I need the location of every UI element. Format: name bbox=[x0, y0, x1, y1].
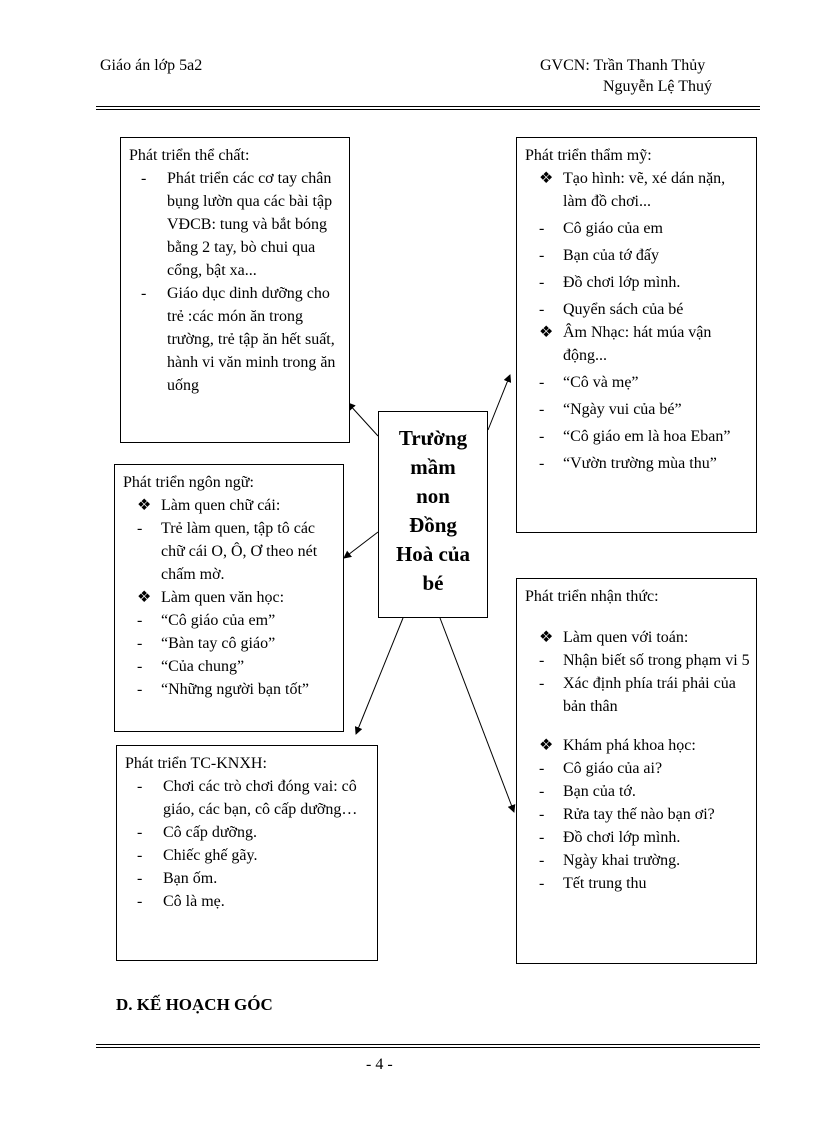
list-item: - “Của chung” bbox=[137, 658, 245, 675]
list-item: - Cô giáo của ai? bbox=[539, 760, 663, 777]
list-item: ❖ Làm quen văn học: bbox=[137, 589, 285, 606]
list-item: - Rửa tay thế nào bạn ơi? bbox=[539, 806, 715, 823]
list-item: ❖ Khám phá khoa học: bbox=[539, 737, 696, 754]
list-item: - “Cô giáo của em” bbox=[137, 612, 276, 629]
list-item: - “Ngày vui của bé” bbox=[539, 401, 682, 418]
box-ngon-ngu-title: Phát triển ngôn ngữ: bbox=[123, 474, 254, 491]
list-item: - “Cô giáo em là hoa Eban” bbox=[539, 428, 731, 445]
list-item: - Tết trung thu bbox=[539, 875, 647, 892]
box-tham-my-title: Phát triển thẩm mỹ: bbox=[525, 147, 652, 164]
center-topic: Trường mầm non Đồng Hoà của bé bbox=[378, 411, 488, 618]
list-item: - Đồ chơi lớp mình. bbox=[539, 829, 681, 846]
list-item: - “Bàn tay cô giáo” bbox=[137, 635, 276, 652]
list-item: ❖ Làm quen chữ cái: bbox=[137, 497, 281, 514]
arrow-to-ngon-ngu bbox=[344, 532, 378, 558]
box-tc-knxh-title: Phát triển TC-KNXH: bbox=[125, 755, 267, 772]
box-nhan-thuc-title: Phát triển nhận thức: bbox=[525, 588, 659, 605]
list-item: - “Cô và mẹ” bbox=[539, 374, 639, 391]
box-nhan-thuc bbox=[516, 578, 757, 964]
box-tc-knxh bbox=[116, 745, 378, 961]
box-the-chat bbox=[120, 137, 350, 443]
arrow-to-tc-knxh bbox=[356, 618, 403, 734]
footer-divider bbox=[96, 1044, 760, 1048]
list-item: - “Vườn trường mùa thu” bbox=[539, 455, 717, 472]
section-heading: D. KẾ HOẠCH GÓC bbox=[116, 995, 273, 1014]
list-item: ❖ Làm quen với toán: bbox=[539, 629, 689, 646]
list-item: - Chơi các trò chơi đóng vai: cô giáo, các bạn, cô cấp dưỡng… bbox=[137, 778, 358, 818]
list-item: - Bạn của tớ đấy bbox=[539, 247, 659, 264]
list-item: - Phát triển các cơ tay chân bụng lườn qua các bài tập VĐCB: tung và bắt bóng bằng 2 tay, bò chui qua cổng, bật xa... bbox=[141, 170, 333, 279]
list-item: - Đồ chơi lớp mình. bbox=[539, 274, 681, 291]
list-item: - Ngày khai trường. bbox=[539, 852, 681, 869]
list-item: ❖ Tạo hình: vẽ, xé dán nặn, làm đồ chơi... bbox=[539, 170, 726, 210]
page-number: - 4 - bbox=[366, 1056, 393, 1073]
box-the-chat-title: Phát triển thể chất: bbox=[129, 147, 250, 164]
list-item: - Cô giáo của em bbox=[539, 220, 663, 237]
box-ngon-ngu bbox=[114, 464, 344, 732]
header-teacher-1: GVCN: Trần Thanh Thủy bbox=[540, 57, 706, 74]
list-item: - Chiếc ghế gãy. bbox=[137, 847, 258, 864]
list-item: - Bạn ốm. bbox=[137, 870, 218, 887]
list-item: ❖ Âm Nhạc: hát múa vận động... bbox=[539, 324, 712, 364]
arrow-to-the-chat bbox=[348, 403, 378, 436]
list-item: - Nhận biết số trong phạm vi 5 bbox=[539, 652, 750, 669]
list-item: - Cô là mẹ. bbox=[137, 893, 225, 910]
list-item: - Bạn của tớ. bbox=[539, 783, 636, 800]
list-item: - “Những người bạn tốt” bbox=[137, 681, 309, 698]
header-teacher-2: Nguyễn Lệ Thuý bbox=[603, 78, 713, 95]
arrow-to-tham-my bbox=[488, 375, 510, 430]
list-item: - Cô cấp dưỡng. bbox=[137, 824, 258, 841]
list-item: - Trẻ làm quen, tập tô các chữ cái O, Ô, Ơ theo nét chấm mờ. bbox=[137, 520, 318, 583]
arrow-to-nhan-thuc bbox=[440, 618, 514, 812]
list-item: - Xác định phía trái phải của bản thân bbox=[539, 675, 736, 715]
box-tham-my bbox=[516, 137, 757, 533]
list-item: - Quyển sách của bé bbox=[539, 301, 684, 318]
header-left: Giáo án lớp 5a2 bbox=[100, 57, 203, 74]
list-item: - Giáo dục dinh dưỡng cho trẻ :các món ăn trong trường, trẻ tập ăn hết suất, hành vi văn minh trong ăn uống bbox=[141, 285, 336, 394]
